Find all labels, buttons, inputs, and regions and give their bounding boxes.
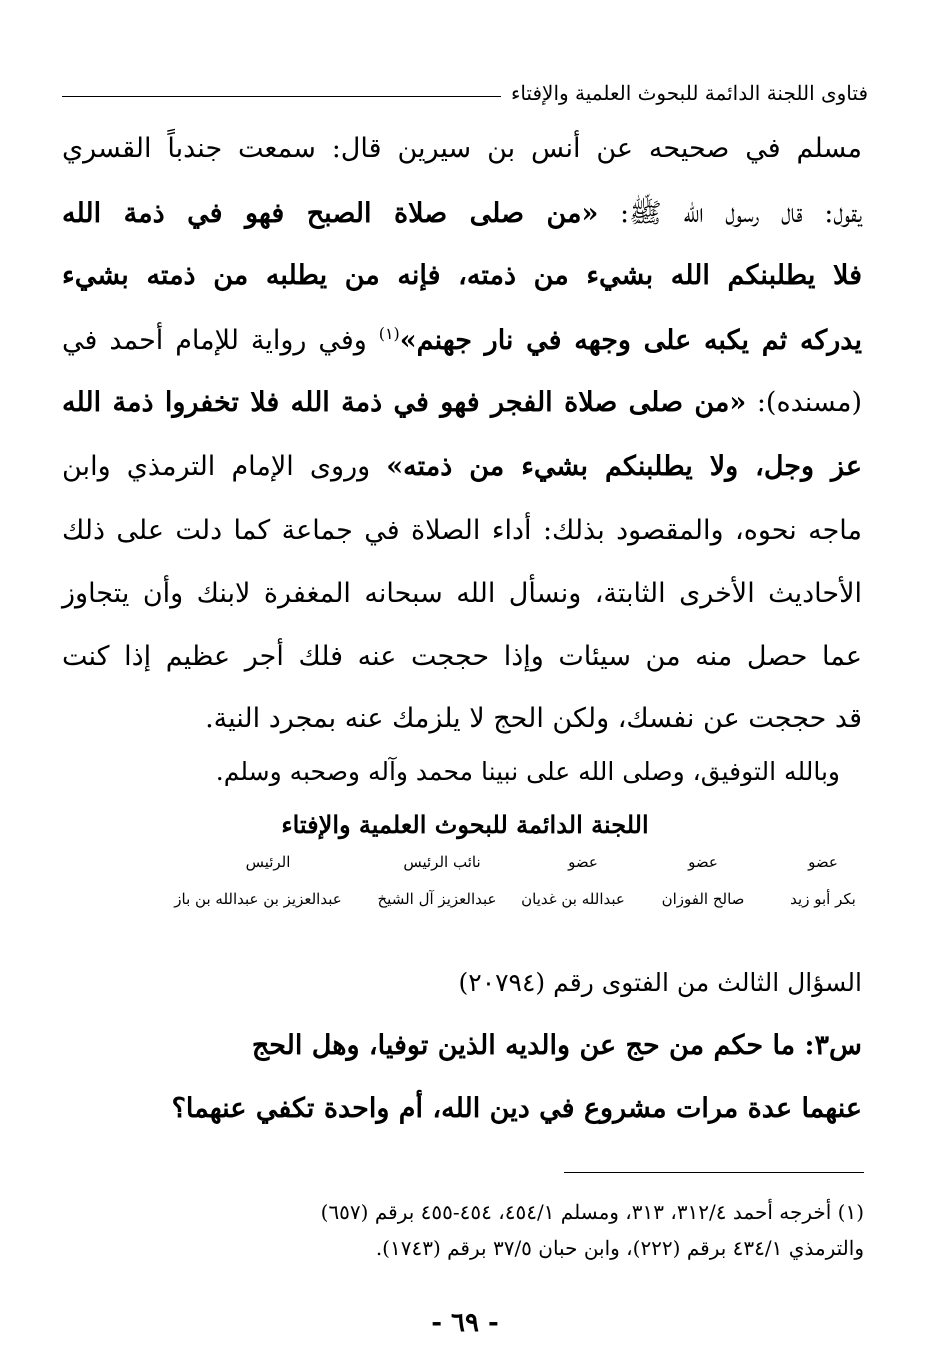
- body-line-1: مسلم في صحيحه عن أنس بن سيرين قال: سمعت جندباً القسري: [62, 133, 862, 164]
- body-text: (مسنده):: [746, 387, 863, 418]
- hadith-text: «من صلى صلاة الفجر فهو في ذمة الله فلا تخفروا ذمة الله: [62, 387, 747, 418]
- footnote-rule: [564, 1172, 864, 1173]
- closing-line: وبالله التوفيق، وصلى الله على نبينا محمد وآله وصحبه وسلم.: [215, 757, 840, 786]
- body-line-6: [62, 451, 862, 482]
- member-name: صالح الفوزان: [661, 890, 745, 908]
- hadith-text: عز وجل، ولا يطلبنكم بشيء من ذمته»: [386, 451, 862, 482]
- footnote-reference: (١): [378, 324, 400, 343]
- body-line-2: [62, 196, 862, 236]
- question-line-1: س٣: ما حكم من حج عن والديه الذين توفيا، وهل الحج: [251, 1030, 862, 1061]
- header-rule: [62, 96, 501, 97]
- body-text: وروى الإمام الترمذي وابن: [62, 451, 387, 482]
- body-line-7: ماجه نحوه، والمقصود بذلك: أداء الصلاة في جماعة كما دلت على ذلك: [62, 515, 862, 546]
- running-header: [62, 78, 868, 108]
- hadith-text: يدركه ثم يكبه على وجهه في نار جهنم»: [399, 325, 862, 356]
- header-title: فتاوى اللجنة الدائمة للبحوث العلمية والإفتاء: [510, 81, 868, 105]
- hadith-text: «من صلى صلاة الصبح فهو في ذمة الله: [62, 198, 599, 229]
- body-line-8: الأحاديث الأخرى الثابتة، ونسأل الله سبحانه المغفرة لابنك وأن يتجاوز: [62, 578, 862, 609]
- question-line-2: عنهما عدة مرات مشروع في دين الله، أم واحدة تكفي عنهما؟: [171, 1093, 862, 1124]
- member-name: بكر أبو زيد: [790, 890, 856, 908]
- body-line-9: عما حصل منه من سيئات وإذا حججت عنه فلك أجر عظيم إذا كنت: [62, 641, 862, 672]
- footnote-line-1: (١) أخرجه أحمد ٣١٢/٤، ٣١٣، ومسلم ٤٥٤/١، ٤٥٤-٤٥٥ برقم (٦٥٧): [320, 1200, 864, 1224]
- member-name: عبدالعزيز بن عبدالله بن باز: [174, 890, 342, 908]
- footnote-line-2: والترمذي ٤٣٤/١ برقم (٢٢٢)، وابن حبان ٣٧/٥ برقم (١٧٤٣).: [375, 1236, 864, 1260]
- committee-title: اللجنة الدائمة للبحوث العلمية والإفتاء: [281, 810, 649, 839]
- page-number: - ٦٩ -: [431, 1308, 499, 1338]
- question-label: السؤال الثالث من الفتوى رقم (٢٠٧٩٤): [458, 968, 862, 997]
- member-name: عبدالله بن غديان: [521, 890, 625, 908]
- body-line-5: [62, 387, 862, 418]
- member-name: عبدالعزيز آل الشيخ: [377, 890, 497, 908]
- member-role: الرئيس: [245, 853, 291, 871]
- member-role: نائب الرئيس: [403, 853, 481, 871]
- body-line-10: قد حججت عن نفسك، ولكن الحج لا يلزمك عنه بمجرد النية.: [205, 703, 862, 734]
- body-text: يقول: قال رسول الله ﷺ:: [598, 198, 862, 229]
- body-text: وفي رواية للإمام أحمد في: [62, 325, 379, 356]
- member-role: عضو: [688, 853, 718, 871]
- member-role: عضو: [808, 853, 838, 871]
- member-role: عضو: [568, 853, 598, 871]
- body-line-4: [62, 324, 862, 356]
- body-line-3: فلا يطلبنكم الله بشيء من ذمته، فإنه من يطلبه من ذمته بشيء: [62, 260, 862, 291]
